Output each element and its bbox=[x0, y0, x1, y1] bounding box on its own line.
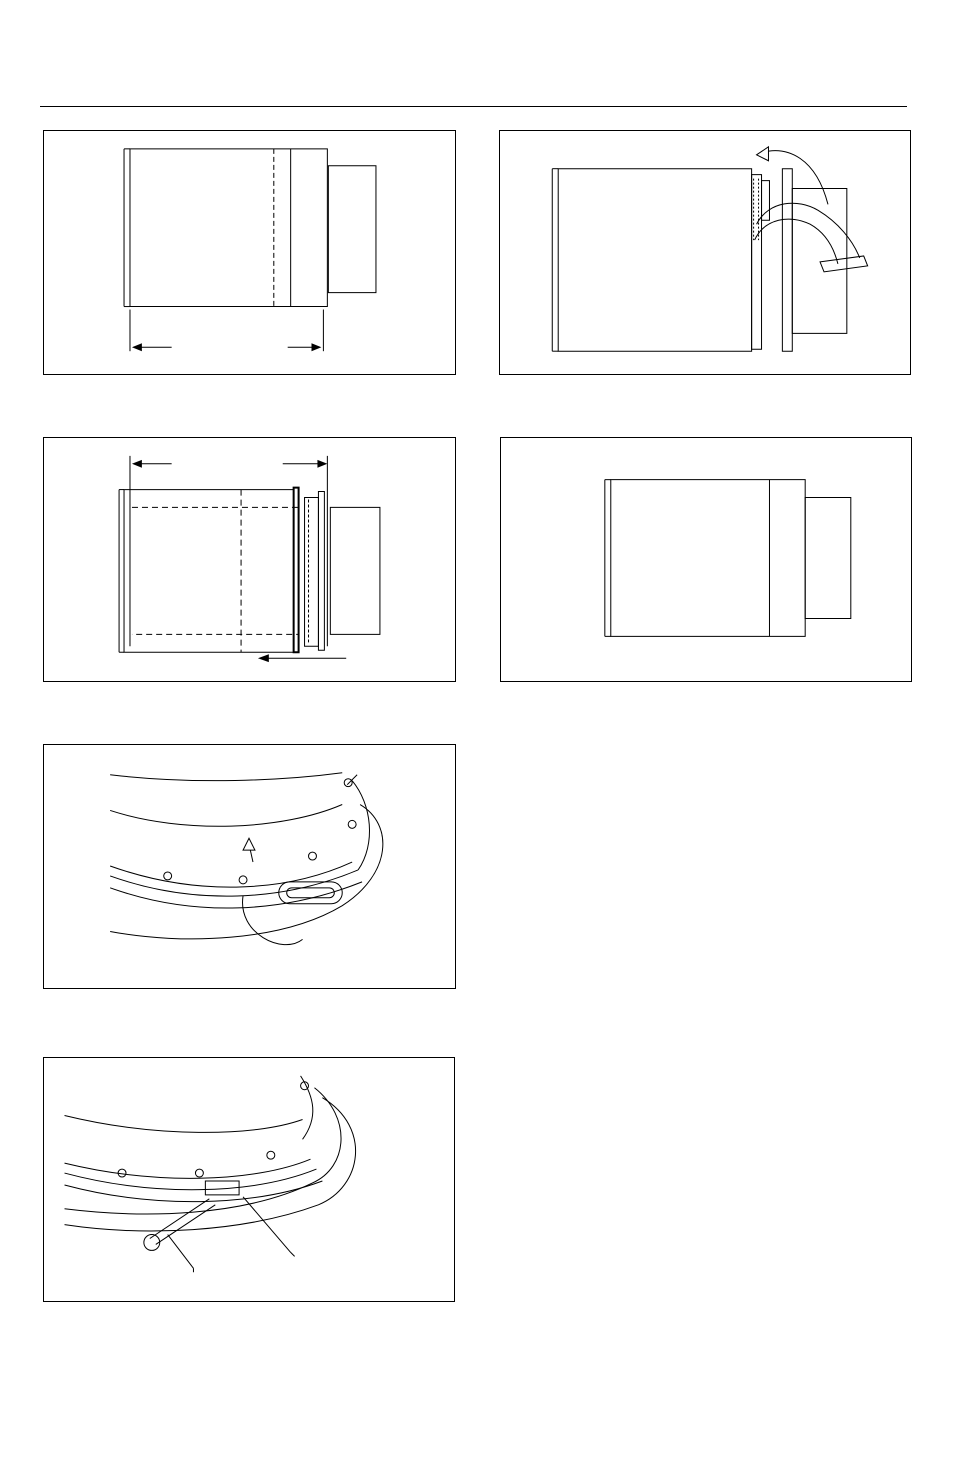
clamp-ring-upper bbox=[110, 862, 352, 887]
duct-stub bbox=[330, 507, 380, 634]
turn-arrow bbox=[243, 896, 303, 945]
header-rule bbox=[40, 106, 907, 107]
figure-4-panel bbox=[500, 437, 912, 682]
clamp-band bbox=[820, 256, 868, 272]
figure-5-panel bbox=[43, 744, 456, 989]
figure-1-drawing bbox=[44, 131, 455, 374]
duct-stub bbox=[805, 498, 851, 619]
figure-4-drawing bbox=[501, 438, 911, 681]
duct-stub bbox=[792, 189, 847, 334]
clamp-ring-upper bbox=[65, 1159, 311, 1178]
ring-top-edge bbox=[110, 773, 342, 781]
figure-3-drawing bbox=[44, 438, 455, 681]
wrench-shaft bbox=[150, 1199, 210, 1239]
wrench-handle bbox=[279, 882, 342, 904]
figure-2-panel bbox=[499, 130, 911, 375]
silencer-body bbox=[130, 149, 327, 307]
figure-6-drawing bbox=[44, 1058, 454, 1301]
ring-top-edge bbox=[65, 1116, 303, 1133]
callout-line-b bbox=[243, 1197, 291, 1253]
rotation-arrow bbox=[761, 151, 828, 205]
silencer-body bbox=[611, 480, 805, 637]
duct-stub bbox=[328, 166, 376, 293]
figure-3-panel bbox=[43, 437, 456, 682]
figure-1-panel bbox=[43, 130, 456, 375]
figure-6-panel bbox=[43, 1057, 455, 1302]
silencer-body bbox=[124, 490, 294, 653]
callout-line-a bbox=[168, 1235, 194, 1269]
silencer-body bbox=[558, 169, 751, 351]
figure-5-drawing bbox=[44, 745, 455, 988]
figure-2-drawing bbox=[500, 131, 910, 374]
